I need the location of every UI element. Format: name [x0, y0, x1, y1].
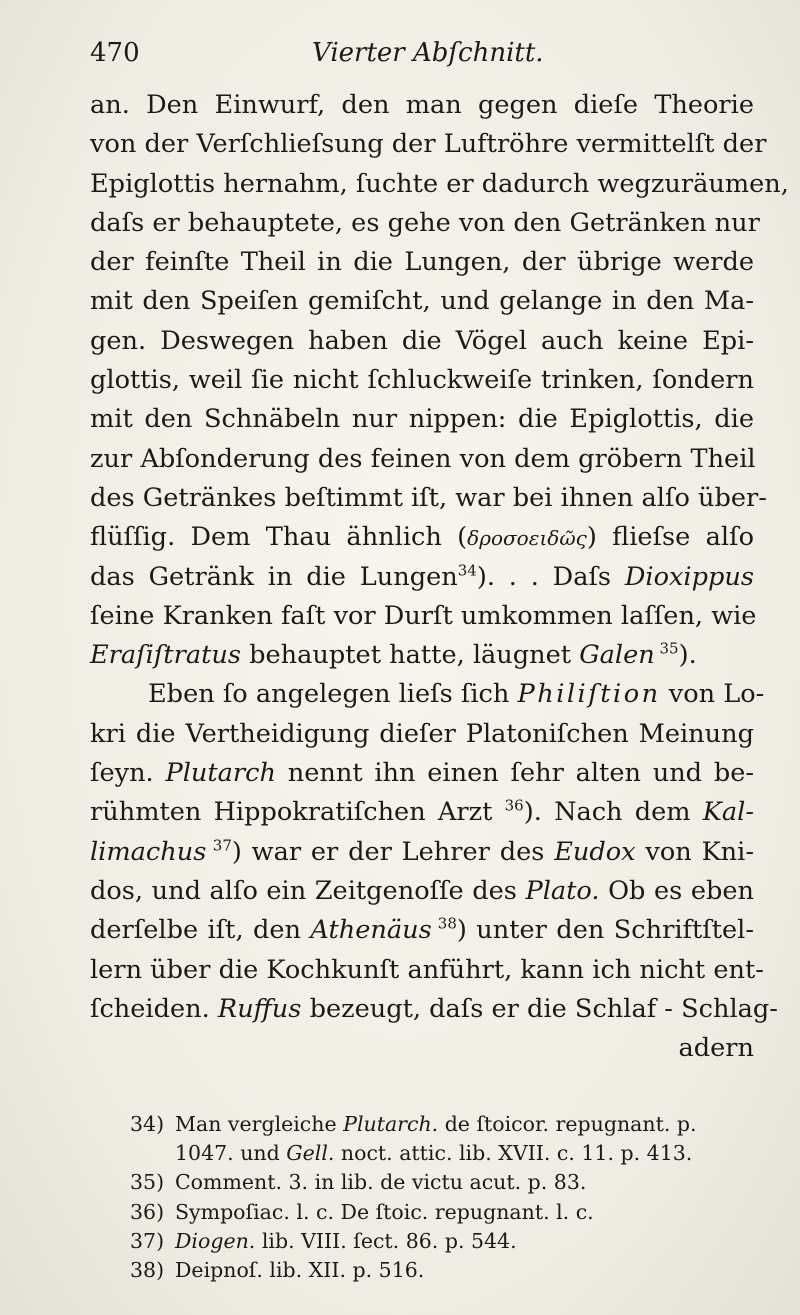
- catchword: adern: [678, 1033, 754, 1064]
- text-run: Ob es eben: [599, 875, 754, 906]
- footnote: [130, 1256, 750, 1285]
- text-run: kri die Vertheidigung dieſer Platoniſchen Meinung: [90, 718, 754, 749]
- text-run: bezeugt, daſs er die Schlaf - Schlag-: [301, 993, 778, 1024]
- italic-name: Eraſiſtratus: [90, 640, 241, 671]
- text-line: [90, 951, 764, 990]
- text-run: lib. VIII. ſect. 86. p. 544.: [255, 1228, 517, 1253]
- text-run: mit den Speiſen gemiſcht, und gelange in den Ma-: [90, 286, 754, 317]
- page-number: 470: [90, 38, 140, 68]
- italic-name: Ruffus: [217, 993, 302, 1024]
- footnote-reference: 34: [457, 561, 477, 580]
- text-run: ). . . Daſs: [476, 561, 625, 592]
- footnote-continuation: [130, 1139, 750, 1168]
- text-run: flüſſig. Dem Thau ähnlich (: [90, 522, 468, 553]
- footnote-number: 38): [130, 1258, 165, 1283]
- text-line: [90, 911, 754, 950]
- text-run: ). Nach dem: [523, 797, 703, 828]
- body-text: [90, 86, 789, 1068]
- text-run: an. Den Einwurf, den man gegen dieſe Theorie: [90, 90, 754, 120]
- text-line: [90, 715, 754, 754]
- italic-name: limachus: [90, 836, 207, 867]
- text-run: rühmten Hippokratiſchen Arzt: [90, 797, 505, 828]
- text-run: ſeine Kranken faſt vor Durſt umkommen laſſen, wie: [90, 600, 757, 631]
- text-line: [90, 675, 765, 714]
- text-run: glottis, weil ſie nicht ſchluckweiſe trinken, ſondern: [90, 365, 754, 396]
- running-title: Vierter Abſchnitt.: [312, 38, 544, 68]
- text-line: [90, 282, 754, 321]
- italic-name: Gell.: [286, 1141, 335, 1166]
- text-line: [90, 440, 754, 479]
- text-line: [90, 558, 754, 597]
- text-run: Deipnoſ. lib. XII. p. 516.: [175, 1258, 425, 1283]
- text-line: [90, 125, 767, 164]
- italic-name: Plutarch: [165, 758, 276, 789]
- footnote-number: 36): [130, 1199, 165, 1224]
- text-run: lern über die Kochkunſt anführt, kann ich nicht ent-: [90, 954, 764, 985]
- footnote: [130, 1110, 750, 1139]
- italic-name: Plato.: [525, 875, 600, 906]
- footnote: [130, 1198, 750, 1227]
- text-line: [90, 479, 767, 518]
- text-run: von Kni-: [635, 836, 755, 867]
- text-line: [90, 322, 754, 361]
- text-run: Comment. 3. in lib. de victu acut. p. 83.: [175, 1170, 587, 1195]
- footnote-number: 35): [130, 1170, 165, 1195]
- text-run: mit den Schnäbeln nur nippen: die Epiglottis, die: [90, 404, 754, 435]
- italic-name: Dioxippus: [624, 561, 754, 592]
- text-run: von der Verſchlieſsung der Luftröhre vermittelſt der: [90, 129, 767, 160]
- footnote-reference: 36: [504, 796, 524, 815]
- italic-name: Kal-: [702, 797, 754, 828]
- text-line: [90, 793, 754, 832]
- footnote: [130, 1168, 750, 1197]
- text-run: behauptet hatte, läugnet: [241, 640, 580, 671]
- footnote-reference: 35: [654, 639, 679, 658]
- text-run: nennt ihn einen ſehr alten und be-: [275, 758, 754, 789]
- text-run: gen. Deswegen haben die Vögel auch keine Epi-: [90, 325, 754, 356]
- text-line: [90, 204, 760, 243]
- italic-name: Plutarch.: [343, 1112, 439, 1136]
- text-run: daſs er behauptete, es gehe von den Getränken nur: [90, 207, 760, 238]
- paragraph: [90, 86, 789, 675]
- text-run: ſcheiden.: [90, 993, 218, 1024]
- text-run: derſelbe iſt, den: [90, 915, 311, 946]
- footnote-number: 34): [130, 1112, 165, 1136]
- text-line: [90, 754, 754, 793]
- text-run: ).: [678, 640, 697, 671]
- footnote-reference: 37: [206, 836, 232, 855]
- text-run: ) unter den Schriftſtel-: [456, 915, 754, 946]
- italic-name: Athenäus: [310, 915, 432, 946]
- text-run: ) war er der Lehrer des: [231, 836, 555, 867]
- footnote: [130, 1227, 750, 1256]
- text-line: [90, 361, 754, 400]
- spaced-name: Philiſtion: [517, 679, 661, 710]
- text-line: [90, 833, 754, 872]
- text-line: [90, 518, 754, 557]
- text-line: [90, 872, 754, 911]
- text-run: Man vergleiche: [175, 1112, 344, 1136]
- page-header: [90, 38, 750, 78]
- text-run: Epiglottis hernahm, ſuchte er dadurch wegzuräumen,: [90, 168, 789, 199]
- text-line: [90, 165, 789, 204]
- text-run: das Getränk in die Lungen: [90, 561, 458, 592]
- footnote-number: 37): [130, 1228, 165, 1253]
- text-line: [90, 243, 754, 282]
- paragraph: [90, 675, 778, 1029]
- text-run: von Lo-: [660, 679, 765, 710]
- italic-name: Diogen.: [175, 1228, 256, 1253]
- text-line: [90, 86, 754, 125]
- text-run: Eben ſo angelegen lieſs ſich: [148, 679, 518, 710]
- text-run: Sympoſiac. l. c. De ſtoic. repugnant. l. c.: [175, 1199, 594, 1224]
- text-run: 1047. und: [175, 1141, 287, 1166]
- text-run: de ſtoicor. repugnant. p.: [438, 1112, 697, 1136]
- paragraphs: [90, 86, 789, 1029]
- text-run: ſeyn.: [90, 758, 166, 789]
- footnotes: [130, 1110, 750, 1285]
- greek-word: δροσοειδῶς: [467, 526, 587, 551]
- text-line: [90, 597, 757, 636]
- text-line: [90, 400, 754, 439]
- footnote-reference: 38: [431, 914, 457, 933]
- italic-name: Galen: [579, 640, 655, 671]
- text-run: des Getränkes beſtimmt iſt, war bei ihnen alſo über-: [90, 482, 767, 513]
- text-run: der feinſte Theil in die Lungen, der übrige werde: [90, 247, 754, 278]
- text-run: ) flieſse alſo: [586, 522, 754, 553]
- text-line: [90, 636, 754, 675]
- text-run: zur Abſonderung des feinen von dem gröbern Theil: [90, 443, 756, 474]
- text-line: [90, 990, 778, 1029]
- italic-name: Eudox: [554, 836, 636, 867]
- text-run: noct. attic. lib. XVII. c. 11. p. 413.: [334, 1141, 693, 1166]
- text-run: dos, und alſo ein Zeitgenoſſe des: [90, 875, 526, 906]
